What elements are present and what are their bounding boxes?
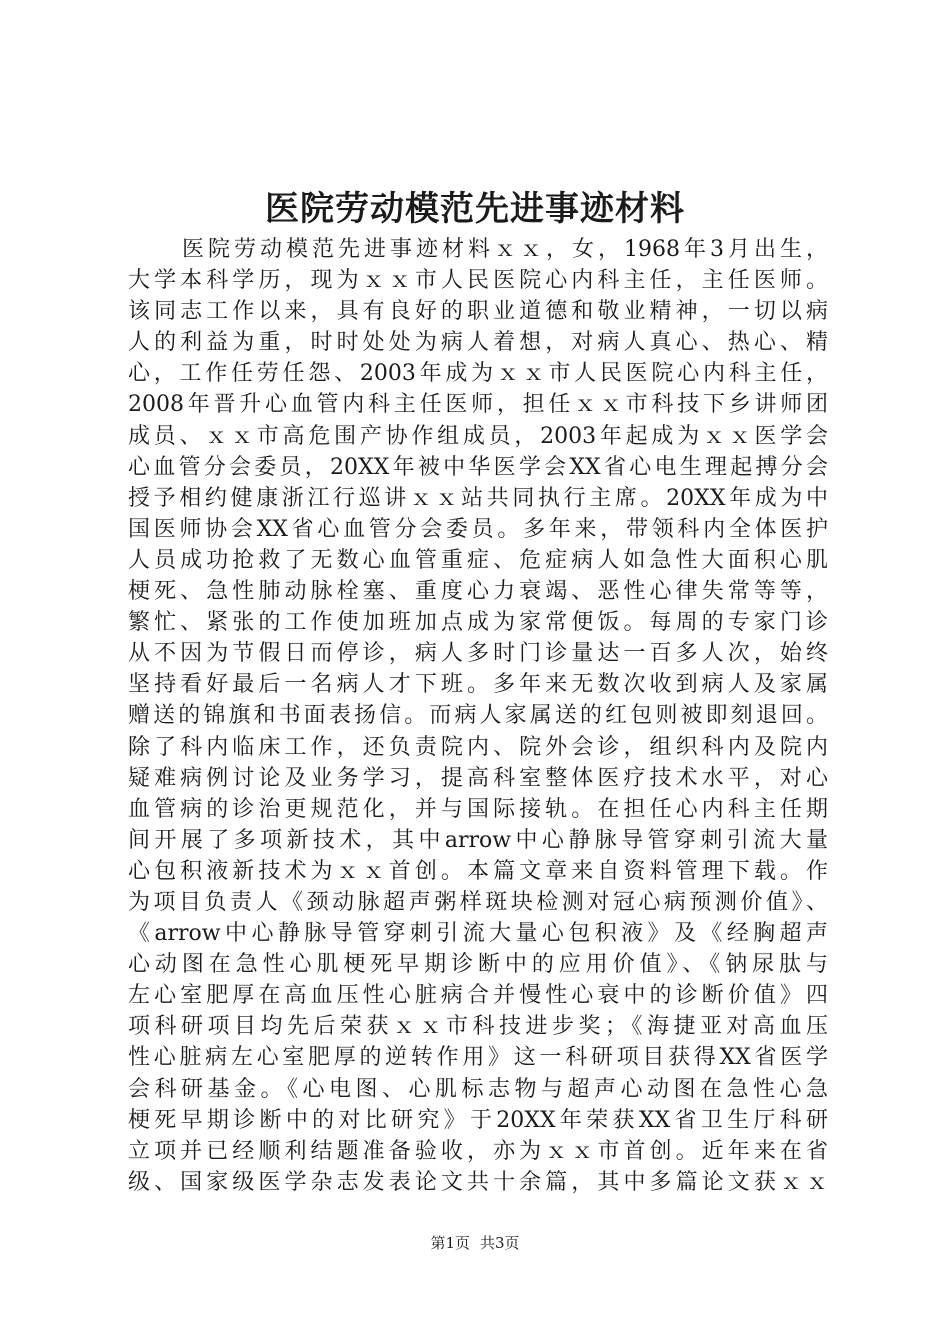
body-line: 疑难病例讨论及业务学习，提高科室整体医疗技术水平，对心 <box>128 765 828 791</box>
body-line: 项科研项目均先后荣获ｘｘ市科技进步奖；《海捷亚对高血压 <box>128 1014 828 1040</box>
body-line: 为项目负责人《颈动脉超声粥样斑块检测对冠心病预测价值》、 <box>128 889 828 915</box>
body-line: 间开展了多项新技术，其中arrow中心静脉导管穿刺引流大量 <box>128 827 828 853</box>
body-line: 医院劳动模范先进事迹材料ｘｘ，女，1968年3月出生， <box>182 237 828 262</box>
body-line: 从不因为节假日而停诊，病人多时门诊量达一百多人次，始终 <box>128 641 828 667</box>
body-line: 除了科内临床工作，还负责院内、院外会诊，组织科内及院内 <box>128 734 828 760</box>
body-line: 人员成功抢救了无数心血管重症、危症病人如急性大面积心肌 <box>128 547 828 573</box>
body-line: 梗死早期诊断中的对比研究》于20XX年荣获XX省卫生厅科研 <box>128 1107 828 1133</box>
page-total: 共3页 <box>480 1234 520 1252</box>
body-line: 人的利益为重，时时处处为病人着想，对病人真心、热心、精 <box>128 330 828 356</box>
body-line: 坚持看好最后一名病人才下班。多年来无数次收到病人及家属 <box>128 672 828 698</box>
body-line: 赠送的锦旗和书面表扬信。而病人家属送的红包则被即刻退回。 <box>128 703 828 729</box>
body-line: 《arrow中心静脉导管穿刺引流大量心包积液》及《经胸超声 <box>128 921 828 947</box>
body-line: 心，工作任劳任怨、2003年成为ｘｘ市人民医院心内科主任， <box>128 361 828 387</box>
body-line: 左心室肥厚在高血压性心脏病合并慢性心衰中的诊断价值》四 <box>128 983 828 1009</box>
body-line: 级、国家级医学杂志发表论文共十余篇，其中多篇论文获ｘｘ <box>128 1169 828 1195</box>
body-line: 心血管分会委员，20XX年被中华医学会XX省心电生理起搏分会 <box>128 454 828 480</box>
page-number: 第1页 <box>430 1234 470 1252</box>
body-line: 梗死、急性肺动脉栓塞、重度心力衰竭、恶性心律失常等等， <box>128 579 828 605</box>
body-line: 心包积液新技术为ｘｘ首创。本篇文章来自资料管理下载。作 <box>128 858 828 884</box>
document-title: 医院劳动模范先进事迹材料 <box>265 189 685 229</box>
body-line: 血管病的诊治更规范化，并与国际接轨。在担任心内科主任期 <box>128 796 828 822</box>
body-line: 授予相约健康浙江行巡讲ｘｘ站共同执行主席。20XX年成为中 <box>128 485 828 511</box>
body-line: 心动图在急性心肌梗死早期诊断中的应用价值》、《钠尿肽与 <box>128 952 828 978</box>
document-body <box>128 234 828 1198</box>
body-line: 国医师协会XX省心血管分会委员。多年来，带领科内全体医护 <box>128 516 828 542</box>
body-line: 立项并已经顺利结题准备验收，亦为ｘｘ市首创。近年来在省 <box>128 1138 828 1164</box>
body-line: 大学本科学历，现为ｘｘ市人民医院心内科主任，主任医师。 <box>128 268 828 294</box>
body-line: 成员、ｘｘ市高危围产协作组成员，2003年起成为ｘｘ医学会 <box>128 423 828 449</box>
body-line: 该同志工作以来，具有良好的职业道德和敬业精神，一切以病 <box>128 299 828 325</box>
body-line: 2008年晋升心血管内科主任医师，担任ｘｘ市科技下乡讲师团 <box>128 392 828 418</box>
body-line: 繁忙、紧张的工作使加班加点成为家常便饭。每周的专家门诊 <box>128 610 828 636</box>
body-line: 会科研基金。《心电图、心肌标志物与超声心动图在急性心急 <box>128 1076 828 1102</box>
page-footer <box>0 1232 950 1254</box>
body-line: 性心脏病左心室肥厚的逆转作用》这一科研项目获得XX省医学 <box>128 1045 828 1071</box>
